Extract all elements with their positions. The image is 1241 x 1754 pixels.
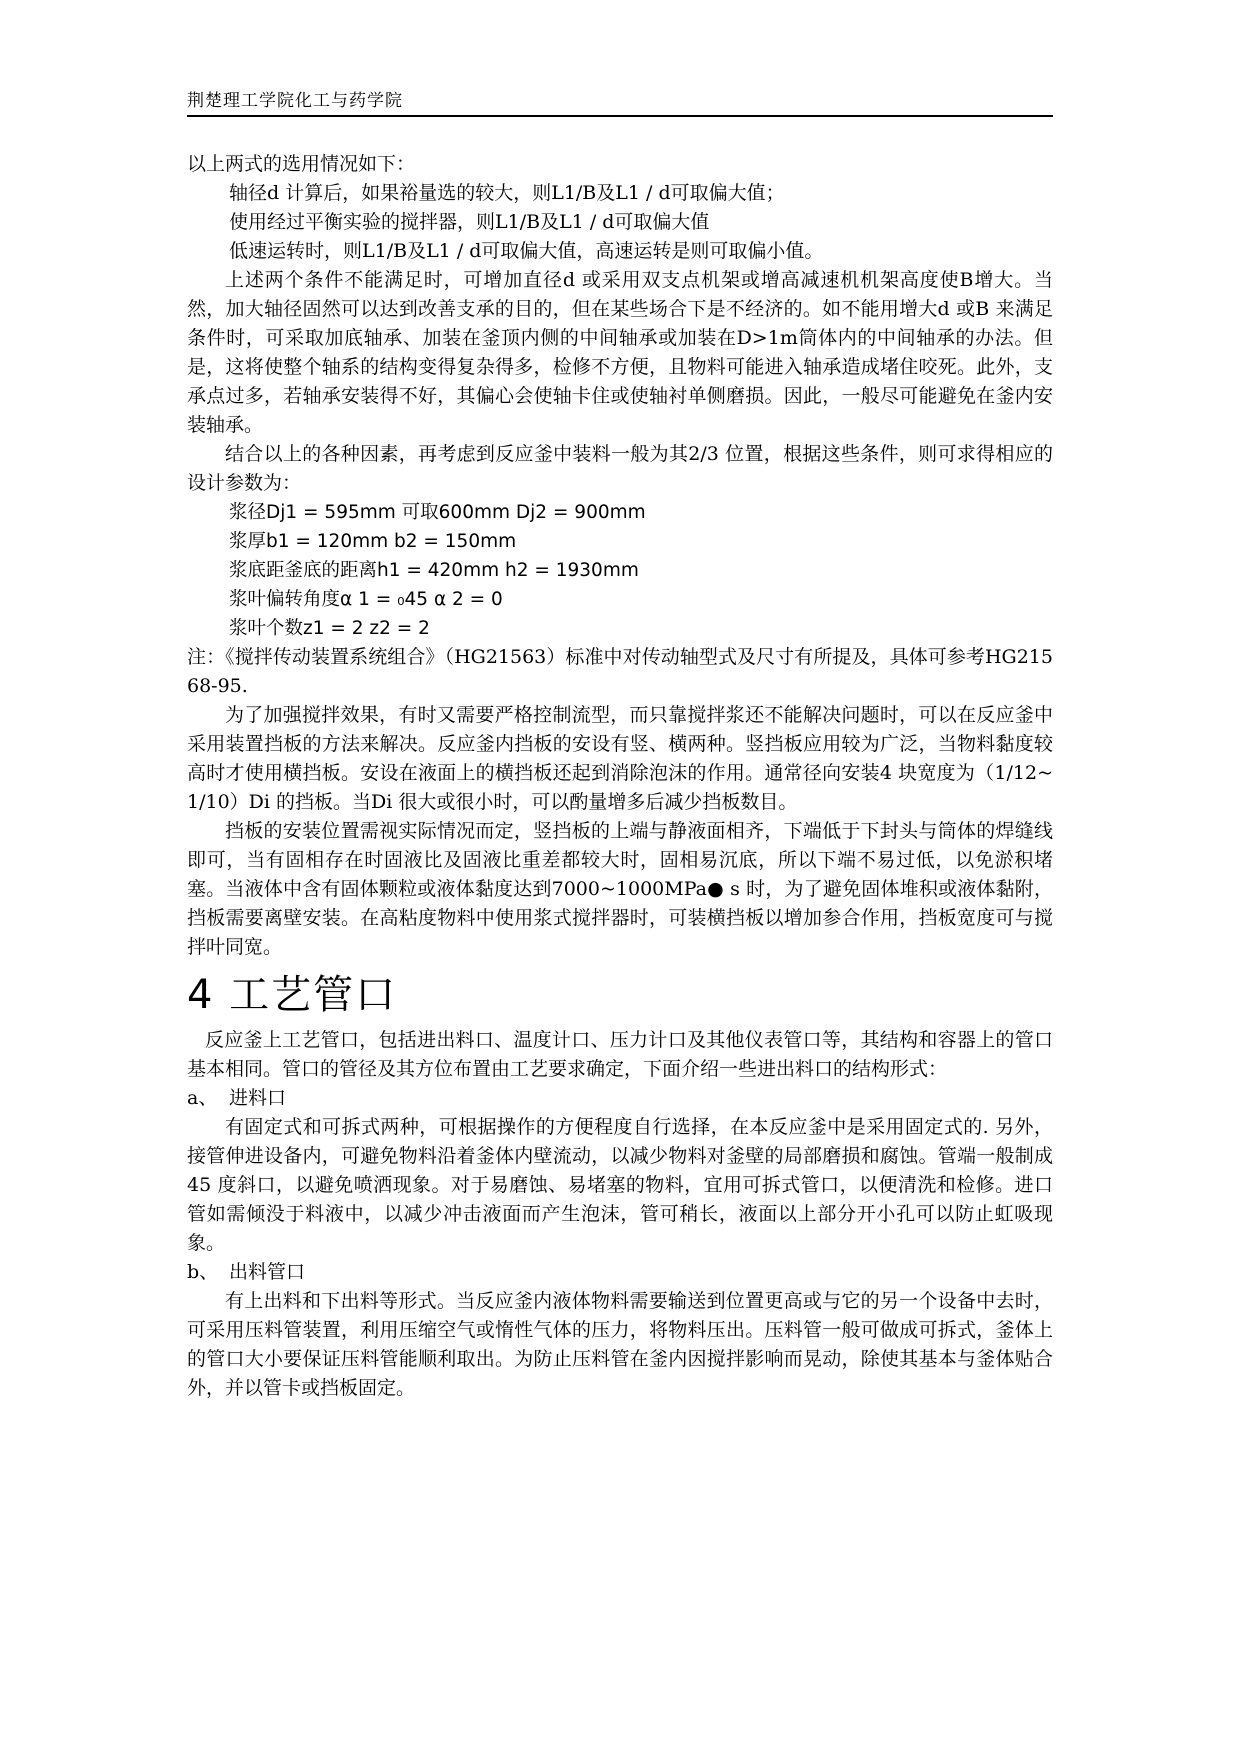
paragraph-bearing-options: 上述两个条件不能满足时，可增加直径d 或采用双支点机架或增高减速机机架高度使B增大。当然，加大轴径固然可以达到改善支承的目的，但在某些场合下是不经济的。如不能用增大d 或B 来满足条件时，可采取加底轴承、加装在釜顶内侧的中间轴承或加装在D>1m筒体内的中间轴承的办法。但是，这将使整个轴系的结构变得复杂得多，检修不方便，且物料可能进入轴承造成堵住咬死。此外，支承点过多，若轴承安装得不好，其偏心会使轴卡住或使轴衬单侧磨损。因此，一般尽可能避免在釜内安装轴承。 <box>187 269 1053 436</box>
document-body <box>187 150 1053 1403</box>
param-impeller-diameter: 浆径Dj1 = 595mm 可取600mm Dj2 = 900mm <box>229 502 646 523</box>
subsection-a-label: 进料口 <box>229 1087 287 1109</box>
paragraph-baffle-function: 为了加强搅拌效果，有时又需要严格控制流型，而只靠搅拌浆还不能解决问题时，可以在反应釜中采用装置挡板的方法来解决。反应釜内挡板的安设有竖、横两种。竖挡板应用较为广泛，当物料黏度较高时才使用横挡板。安设在液面上的横挡板还起到消除泡沫的作用。通常径向安装4 块宽度为（1/12~1/10）Di 的挡板。当Di 很大或很小时，可以酌量增多后减少挡板数目。 <box>187 704 1053 813</box>
param-impeller-thickness: 浆厚b1 = 120mm b2 = 150mm <box>229 531 517 552</box>
subsection-a-marker: a、 <box>187 1087 218 1109</box>
param-impeller-height: 浆底距釜底的距离h1 = 420mm h2 = 1930mm <box>229 560 639 581</box>
subsection-a-title <box>187 1084 1053 1113</box>
subsection-b-label: 出料管口 <box>229 1261 306 1283</box>
paragraph-condition-3: 低速运转时，则L1/B及L1 / d可取偏大值，高速运转是则可取偏小值。 <box>229 240 824 262</box>
paragraph-intro: 以上两式的选用情况如下： <box>187 153 416 175</box>
section-heading: 4 工艺管口 <box>187 972 398 1018</box>
subsection-b-title <box>187 1258 1053 1287</box>
subsection-b-text: 有上出料和下出料等形式。当反应釜内液体物料需要输送到位置更高或与它的另一个设备中去时，可采用压料管装置，利用压缩空气或惰性气体的压力，将物料压出。压料管一般可做成可拆式，釜体上的管口大小要保证压料管能顺利取出。为防止压料管在釜内因搅拌影响而晃动，除使其基本与釜体贴合外，并以管卡或挡板固定。 <box>187 1290 1053 1399</box>
subsection-b-marker: b、 <box>187 1261 219 1283</box>
paragraph-condition-1: 轴径d 计算后，如果裕量选的较大，则L1/B及L1 / d可取偏大值； <box>229 182 785 204</box>
param-blade-angle: 浆叶偏转角度α 1 = ₀45 α 2 = 0 <box>229 589 503 610</box>
header-divider <box>187 115 1053 117</box>
section-intro: 反应釜上工艺管口，包括进出料口、温度计口、压力计口及其他仪表管口等，其结构和容器上的管口基本相同。管口的管径及其方位布置由工艺要求确定，下面介绍一些进出料口的结构形式： <box>187 1029 1053 1080</box>
subsection-a-text: 有固定式和可拆式两种，可根据操作的方便程度自行选择，在本反应釜中是采用固定式的. 另外，接管伸进设备内，可避免物料沿着釜体内壁流动，以减少物料对釜壁的局部磨损和腐蚀。管端一般制成45 度斜口，以避免喷洒现象。对于易磨蚀、易堵塞的物料，宜用可拆式管口，以便清洗和检修。进口管如需倾没于料液中，以减少冲击液面而产生泡沫，管可稍长，液面以上部分开小孔可以防止虹吸现象。 <box>187 1116 1053 1254</box>
paragraph-baffle-installation: 挡板的安装位置需视实际情况而定，竖挡板的上端与静液面相齐，下端低于下封头与筒体的焊缝线即可，当有固相存在时固液比及固液比重差都较大时，固相易沉底，所以下端不易过低，以免淤积堵塞。当液体中含有固体颗粒或液体黏度达到7000~1000MPa● s 时，为了避免固体堆积或液体黏附，挡板需要离壁安装。在高粘度物料中使用浆式搅拌器时，可装横挡板以增加参合作用，挡板宽度可与搅拌叶同宽。 <box>187 820 1053 958</box>
paragraph-condition-2: 使用经过平衡实验的搅拌器，则L1/B及L1 / d可取偏大值 <box>229 211 710 233</box>
page-header: 荆楚理工学院化工与药学院 <box>187 91 403 111</box>
paragraph-design-parameters-intro: 结合以上的各种因素，再考虑到反应釜中装料一般为其2/3 位置，根据这些条件，则可求得相应的设计参数为： <box>187 443 1053 494</box>
param-blade-count: 浆叶个数z1 = 2 z2 = 2 <box>229 618 430 639</box>
paragraph-note: 注：《搅拌传动装置系统组合》（HG21563）标准中对传动轴型式及尺寸有所提及，具体可参考HG21568-95. <box>187 646 1053 697</box>
